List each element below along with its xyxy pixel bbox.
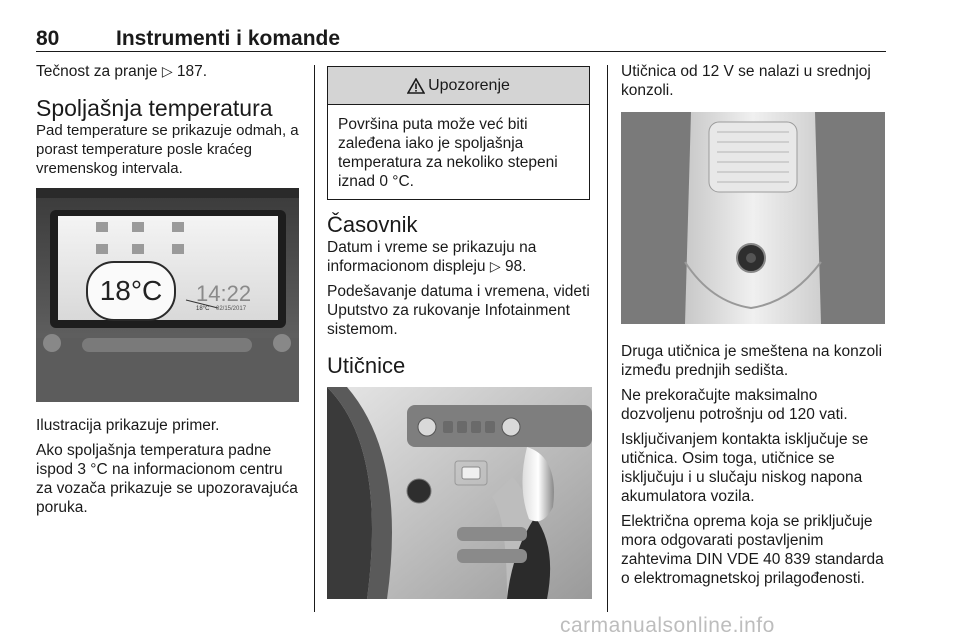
small-temp-readout: 18°C xyxy=(196,306,210,312)
warning-text: Površina puta može već biti zaleđena iako je spoljašnja temperatura za nekoliko stepeni iznad 0 °C. xyxy=(338,116,558,190)
console-socket-figure xyxy=(327,387,592,599)
warning-triangle-icon xyxy=(407,78,425,94)
section-title: Instrumenti i komande xyxy=(116,27,341,50)
column-3 xyxy=(621,62,886,594)
outside-temp-para: Pad temperature se prikazuje odmah, a porast temperature posle kraćeg vremenskog intervala. xyxy=(36,122,299,177)
rear-socket-figure xyxy=(621,112,885,324)
infotainment-figure xyxy=(36,188,299,402)
header-rule xyxy=(36,51,886,52)
socket-location-para: Utičnica od 12 V se nalazi u srednjoj konzoli. xyxy=(621,63,871,99)
washer-fluid-ref: Tečnost za pranje ▷ 187. xyxy=(36,63,208,80)
rear-socket-illustration xyxy=(621,112,885,324)
page-number: 80 xyxy=(36,27,60,50)
emc-standard-para: Električna oprema koja se priključuje mora odgovarati postavljenim zahtevima DIN VDE 40 839 standarda o elektromagnetskoj prilagođenosti. xyxy=(621,513,884,587)
outside-temp-heading: Spoljašnja temperatura xyxy=(36,95,273,121)
sockets-heading: Utičnice xyxy=(327,353,406,378)
low-temp-warning-para: Ako spoljašnja temperatura padne ispod 3 °C na informacionom centru za vozača prikazuje se upozoravajuća poruka. xyxy=(36,442,298,516)
clock-heading: Časovnik xyxy=(327,212,418,237)
small-date-readout: 02/15/2017 xyxy=(216,306,247,312)
max-power-para: Ne prekoračujte maksimalno dozvoljenu potrošnju od 120 vati. xyxy=(621,387,848,423)
console-socket-illustration xyxy=(327,387,592,599)
figure-caption: Ilustracija prikazuje primer. xyxy=(36,417,220,434)
warning-header xyxy=(328,67,589,105)
warning-title: Upozorenje xyxy=(428,76,510,94)
ignition-off-para: Isključivanjem kontakta isključuje se utičnica. Osim toga, utičnice se isključuju i u slučaju niskog napona akumulatora vozila. xyxy=(621,431,869,505)
clock-para-2: Podešavanje datuma i vremena, videti Uputstvo za rukovanje Infotainment sistemom. xyxy=(327,283,590,338)
temperature-callout: 18°C xyxy=(86,261,176,321)
clock-readout: 14:22 xyxy=(196,281,252,306)
watermark: carmanualsonline.info xyxy=(560,614,775,637)
column-1 xyxy=(36,62,302,523)
warning-body xyxy=(328,105,589,199)
page-header xyxy=(36,27,886,53)
warning-box xyxy=(327,66,590,200)
column-2 xyxy=(327,62,593,599)
clock-para-1: Datum i vreme se prikazuju na informacionom displeju ▷ 98. xyxy=(327,239,537,275)
column-divider-2 xyxy=(607,65,608,612)
ref-arrow-icon: ▷ xyxy=(489,258,501,274)
second-socket-para: Druga utičnica je smeštena na konzoli između prednjih sedišta. xyxy=(621,343,883,379)
column-divider-1 xyxy=(314,65,315,612)
ref-arrow-icon: ▷ xyxy=(161,63,173,79)
